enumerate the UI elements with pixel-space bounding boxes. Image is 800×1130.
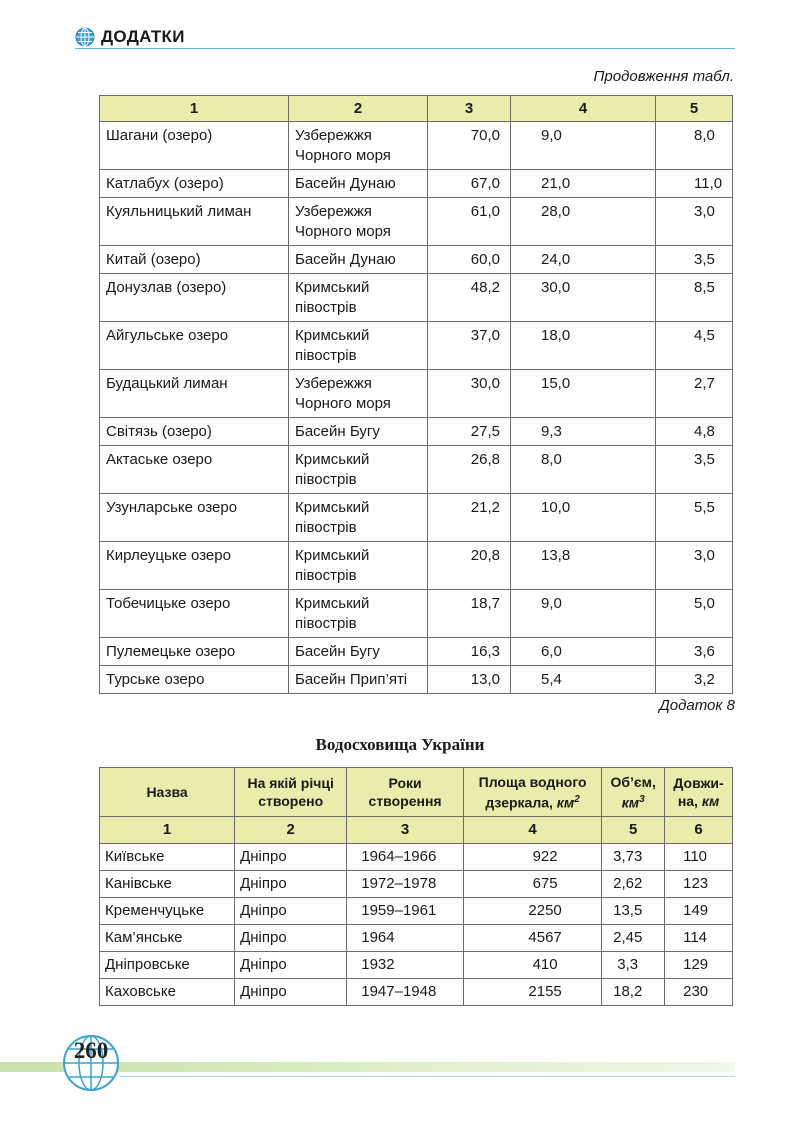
- table-row: [100, 198, 733, 246]
- value-cell: 3,0: [656, 198, 733, 246]
- table-row: [100, 844, 733, 871]
- lake-region: [289, 322, 428, 370]
- reservoir-length: 123: [665, 871, 733, 898]
- reservoirs-table: [99, 767, 733, 1006]
- globe-icon: [75, 27, 95, 47]
- value-cell: 3,5: [656, 446, 733, 494]
- value-cell: 3,6: [656, 638, 733, 666]
- lake-name: Світязь (озеро): [100, 418, 289, 446]
- reservoir-name: Кременчуцьке: [100, 898, 235, 925]
- value-cell: 11,0: [656, 170, 733, 198]
- reservoir-river: Дніпро: [235, 925, 347, 952]
- region-line: Узбережжя: [295, 127, 372, 144]
- table-row: [100, 979, 733, 1006]
- reservoir-years: 1964–1966: [347, 844, 464, 871]
- column-number: 4: [463, 817, 601, 844]
- header-line: Роки: [388, 775, 422, 791]
- region-line: Кримський: [295, 279, 370, 296]
- value-cell: 8,5: [656, 274, 733, 322]
- column-number-row: [100, 96, 733, 122]
- lake-region: [289, 170, 428, 198]
- value-cell: 3,0: [656, 542, 733, 590]
- unit: км: [621, 794, 640, 811]
- value-cell: 4,5: [656, 322, 733, 370]
- region-line: півострів: [295, 299, 357, 316]
- header-volume: [602, 768, 665, 817]
- reservoir-years: 1972–1978: [347, 871, 464, 898]
- table-row: [100, 666, 733, 694]
- value-cell: 21,2: [428, 494, 511, 542]
- region-line: півострів: [295, 471, 357, 488]
- header-divider: [75, 48, 735, 49]
- column-number: 4: [511, 96, 656, 122]
- header-river: [235, 768, 347, 817]
- region-line: Басейн Прип’яті: [295, 671, 408, 688]
- region-line: Кримський: [295, 451, 370, 468]
- reservoir-years: 1932: [347, 952, 464, 979]
- lake-region: [289, 198, 428, 246]
- region-line: Басейн Бугу: [295, 423, 380, 440]
- reservoir-area: 2155: [463, 979, 601, 1006]
- value-cell: 18,0: [511, 322, 656, 370]
- lake-name: Кирлеуцьке озеро: [100, 542, 289, 590]
- lake-region: [289, 418, 428, 446]
- lake-region: [289, 246, 428, 274]
- value-cell: 9,0: [511, 122, 656, 170]
- lake-name: Турське озеро: [100, 666, 289, 694]
- table-row: [100, 638, 733, 666]
- header-line: на,: [677, 793, 702, 809]
- lake-name: Узунларське озеро: [100, 494, 289, 542]
- value-cell: 16,3: [428, 638, 511, 666]
- lake-name: Актаське озеро: [100, 446, 289, 494]
- reservoir-area: 410: [463, 952, 601, 979]
- value-cell: 4,8: [656, 418, 733, 446]
- header-line: створення: [368, 793, 442, 809]
- value-cell: 10,0: [511, 494, 656, 542]
- table-row: [100, 446, 733, 494]
- table-row: [100, 952, 733, 979]
- value-cell: 18,7: [428, 590, 511, 638]
- value-cell: 60,0: [428, 246, 511, 274]
- value-cell: 3,2: [656, 666, 733, 694]
- table-row: [100, 871, 733, 898]
- reservoir-length: 149: [665, 898, 733, 925]
- value-cell: 6,0: [511, 638, 656, 666]
- reservoir-area: 922: [463, 844, 601, 871]
- lake-name: Будацький лиман: [100, 370, 289, 418]
- table-row: [100, 542, 733, 590]
- reservoir-years: 1964: [347, 925, 464, 952]
- table-row: [100, 925, 733, 952]
- region-line: Узбережжя: [295, 203, 372, 220]
- region-line: півострів: [295, 519, 357, 536]
- region-line: Кримський: [295, 499, 370, 516]
- value-cell: 28,0: [511, 198, 656, 246]
- lake-name: Шагани (озеро): [100, 122, 289, 170]
- reservoir-volume: 2,45: [602, 925, 665, 952]
- reservoir-volume: 3,3: [602, 952, 665, 979]
- reservoir-volume: 18,2: [602, 979, 665, 1006]
- reservoir-length: 110: [665, 844, 733, 871]
- reservoir-river: Дніпро: [235, 952, 347, 979]
- appendix-label: Додаток 8: [659, 697, 735, 714]
- header-line: На якій річці: [247, 775, 334, 791]
- table-row: [100, 494, 733, 542]
- column-number-row: [100, 817, 733, 844]
- region-line: півострів: [295, 347, 357, 364]
- reservoir-name: Дніпровське: [100, 952, 235, 979]
- header-length: [665, 768, 733, 817]
- column-number: 5: [656, 96, 733, 122]
- reservoir-volume: 13,5: [602, 898, 665, 925]
- reservoir-river: Дніпро: [235, 979, 347, 1006]
- region-line: Кримський: [295, 327, 370, 344]
- reservoir-area: 4567: [463, 925, 601, 952]
- reservoir-name: Київське: [100, 844, 235, 871]
- section-title: ДОДАТКИ: [101, 27, 185, 46]
- value-cell: 13,8: [511, 542, 656, 590]
- table-row: [100, 122, 733, 170]
- reservoir-river: Дніпро: [235, 898, 347, 925]
- region-line: Узбережжя: [295, 375, 372, 392]
- region-line: Чорного моря: [295, 147, 391, 164]
- region-line: півострів: [295, 615, 357, 632]
- value-cell: 5,4: [511, 666, 656, 694]
- table-row: [100, 590, 733, 638]
- value-cell: 9,0: [511, 590, 656, 638]
- value-cell: 21,0: [511, 170, 656, 198]
- value-cell: 2,7: [656, 370, 733, 418]
- region-line: півострів: [295, 567, 357, 584]
- lake-region: [289, 542, 428, 590]
- lake-name: Куяльницький лиман: [100, 198, 289, 246]
- value-cell: 48,2: [428, 274, 511, 322]
- header-line: Назва: [146, 784, 188, 800]
- region-line: Басейн Бугу: [295, 643, 380, 660]
- value-cell: 30,0: [428, 370, 511, 418]
- value-cell: 8,0: [511, 446, 656, 494]
- value-cell: 5,0: [656, 590, 733, 638]
- reservoir-river: Дніпро: [235, 844, 347, 871]
- table-row: [100, 246, 733, 274]
- lakes-table: [99, 95, 733, 694]
- header-row: [100, 768, 733, 817]
- column-number: 2: [289, 96, 428, 122]
- value-cell: 3,5: [656, 246, 733, 274]
- footer-divider: [120, 1076, 735, 1077]
- reservoir-area: 675: [463, 871, 601, 898]
- header-line: Площа водного: [478, 773, 587, 790]
- table-row: [100, 170, 733, 198]
- column-number: 5: [602, 817, 665, 844]
- lake-region: [289, 370, 428, 418]
- header-line: дзеркала,: [485, 794, 557, 811]
- lake-name: Донузлав (озеро): [100, 274, 289, 322]
- region-line: Кримський: [295, 595, 370, 612]
- table-row: [100, 322, 733, 370]
- column-number: 2: [235, 817, 347, 844]
- lake-region: [289, 446, 428, 494]
- header-line: Довжи-: [673, 775, 724, 791]
- value-cell: 30,0: [511, 274, 656, 322]
- reservoir-name: Канівське: [100, 871, 235, 898]
- value-cell: 9,3: [511, 418, 656, 446]
- column-number: 1: [100, 817, 235, 844]
- table-row: [100, 370, 733, 418]
- value-cell: 20,8: [428, 542, 511, 590]
- header-line: створено: [258, 793, 324, 809]
- reservoir-volume: 2,62: [602, 871, 665, 898]
- unit-exponent: 2: [574, 793, 580, 805]
- reservoir-name: Каховське: [100, 979, 235, 1006]
- reservoir-years: 1947–1948: [347, 979, 464, 1006]
- value-cell: 67,0: [428, 170, 511, 198]
- value-cell: 5,5: [656, 494, 733, 542]
- region-line: Кримський: [295, 547, 370, 564]
- reservoir-area: 2250: [463, 898, 601, 925]
- column-number: 1: [100, 96, 289, 122]
- value-cell: 37,0: [428, 322, 511, 370]
- reservoir-length: 230: [665, 979, 733, 1006]
- header-years: [347, 768, 464, 817]
- lake-name: Катлабух (озеро): [100, 170, 289, 198]
- value-cell: 27,5: [428, 418, 511, 446]
- table-row: [100, 418, 733, 446]
- region-line: Басейн Дунаю: [295, 175, 396, 192]
- region-line: Чорного моря: [295, 223, 391, 240]
- value-cell: 24,0: [511, 246, 656, 274]
- page-number: 260: [73, 1038, 109, 1063]
- lake-name: Тобечицьке озеро: [100, 590, 289, 638]
- table-row: [100, 274, 733, 322]
- continuation-note: Продовження табл.: [593, 68, 734, 85]
- table-row: [100, 898, 733, 925]
- value-cell: 8,0: [656, 122, 733, 170]
- value-cell: 13,0: [428, 666, 511, 694]
- reservoir-name: Кам’янське: [100, 925, 235, 952]
- lake-region: [289, 638, 428, 666]
- value-cell: 15,0: [511, 370, 656, 418]
- column-number: 3: [347, 817, 464, 844]
- reservoir-length: 129: [665, 952, 733, 979]
- table-title: Водосховища України: [315, 735, 485, 754]
- column-number: 3: [428, 96, 511, 122]
- lake-name: Айгульське озеро: [100, 322, 289, 370]
- lake-name: Китай (озеро): [100, 246, 289, 274]
- value-cell: 26,8: [428, 446, 511, 494]
- lake-name: Пулемецьке озеро: [100, 638, 289, 666]
- lake-region: [289, 494, 428, 542]
- lake-region: [289, 590, 428, 638]
- column-number: 6: [665, 817, 733, 844]
- reservoir-years: 1959–1961: [347, 898, 464, 925]
- region-line: Чорного моря: [295, 395, 391, 412]
- reservoir-volume: 3,73: [602, 844, 665, 871]
- header-area: [463, 768, 601, 817]
- unit-exponent: 3: [639, 793, 645, 805]
- reservoir-river: Дніпро: [235, 871, 347, 898]
- lake-region: [289, 666, 428, 694]
- value-cell: 70,0: [428, 122, 511, 170]
- unit: км: [556, 794, 575, 811]
- value-cell: 61,0: [428, 198, 511, 246]
- lake-region: [289, 274, 428, 322]
- lake-region: [289, 122, 428, 170]
- region-line: Басейн Дунаю: [295, 251, 396, 268]
- header-name: [100, 768, 235, 817]
- header-line: Об’єм,: [610, 773, 656, 790]
- unit: км: [701, 793, 720, 809]
- reservoir-length: 114: [665, 925, 733, 952]
- section-header: [75, 27, 185, 47]
